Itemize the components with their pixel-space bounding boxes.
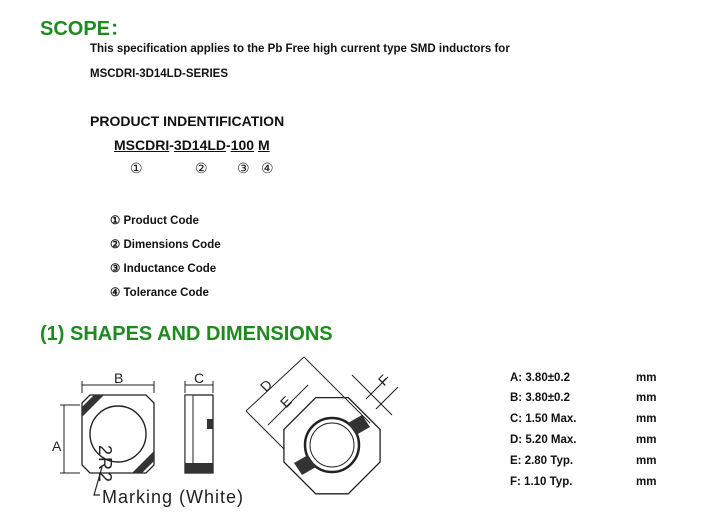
shapes-heading: (1) SHAPES AND DIMENSIONS <box>40 323 333 345</box>
label-d: D <box>256 376 276 395</box>
code-part-dimensions: 3D14LD <box>173 137 227 153</box>
label-c: C <box>194 370 205 386</box>
spec-b-unit: mm <box>636 392 657 404</box>
marking-note: Marking (White) <box>102 487 245 507</box>
label-f: F <box>374 371 393 389</box>
series-name: MSCDRI-3D14LD-SERIES <box>90 68 229 80</box>
spec-f-unit: mm <box>636 476 657 488</box>
side-view <box>185 370 213 473</box>
scope-description: This specification applies to the Pb Free high current type SMD inductors for <box>90 43 510 55</box>
label-a: A <box>52 438 62 454</box>
code-part-product: MSCDRI <box>114 137 170 153</box>
spec-a-unit: mm <box>636 372 657 384</box>
spec-b: B: 3.80±0.2 <box>510 392 571 404</box>
legend-dimensions-code: ② Dimensions Code <box>110 239 221 251</box>
code-part-tolerance: M <box>257 137 270 153</box>
spec-c-unit: mm <box>636 413 657 425</box>
dimension-drawing <box>40 355 480 523</box>
spec-a: A: 3.80±0.2 <box>510 372 571 384</box>
spec-d: D: 5.20 Max. <box>510 434 577 446</box>
code-separator: - <box>169 137 174 153</box>
marker-4: ④ <box>261 160 274 176</box>
spec-d-unit: mm <box>636 434 657 446</box>
marker-3: ③ <box>237 160 250 176</box>
code-separator: - <box>226 137 231 153</box>
marker-2: ② <box>195 160 208 176</box>
terminal-pad <box>348 415 370 435</box>
marking-text: 2R2 <box>95 445 115 485</box>
code-part-inductance: 100 <box>230 137 255 153</box>
legend-inductance-code: ③ Inductance Code <box>110 263 217 275</box>
scope-heading: SCOPE： <box>40 18 131 40</box>
spec-e-unit: mm <box>636 455 657 467</box>
terminal-pad <box>294 455 316 475</box>
top-view <box>52 370 244 507</box>
label-e: E <box>276 392 295 411</box>
terminal-pad <box>82 395 104 417</box>
identification-heading: PRODUCT INDENTIFICATION <box>90 113 285 129</box>
spec-f: F: 1.10 Typ. <box>510 476 573 488</box>
legend-product-code: ① Product Code <box>110 215 199 227</box>
spec-e: E: 2.80 Typ. <box>510 455 574 467</box>
spec-c: C: 1.50 Max. <box>510 413 577 425</box>
product-code <box>114 137 270 153</box>
legend-tolerance-code: ④ Tolerance Code <box>110 287 209 299</box>
terminal-pad <box>132 451 154 473</box>
bottom-view <box>246 357 398 510</box>
marker-1: ① <box>130 160 143 176</box>
label-b: B <box>114 370 124 386</box>
